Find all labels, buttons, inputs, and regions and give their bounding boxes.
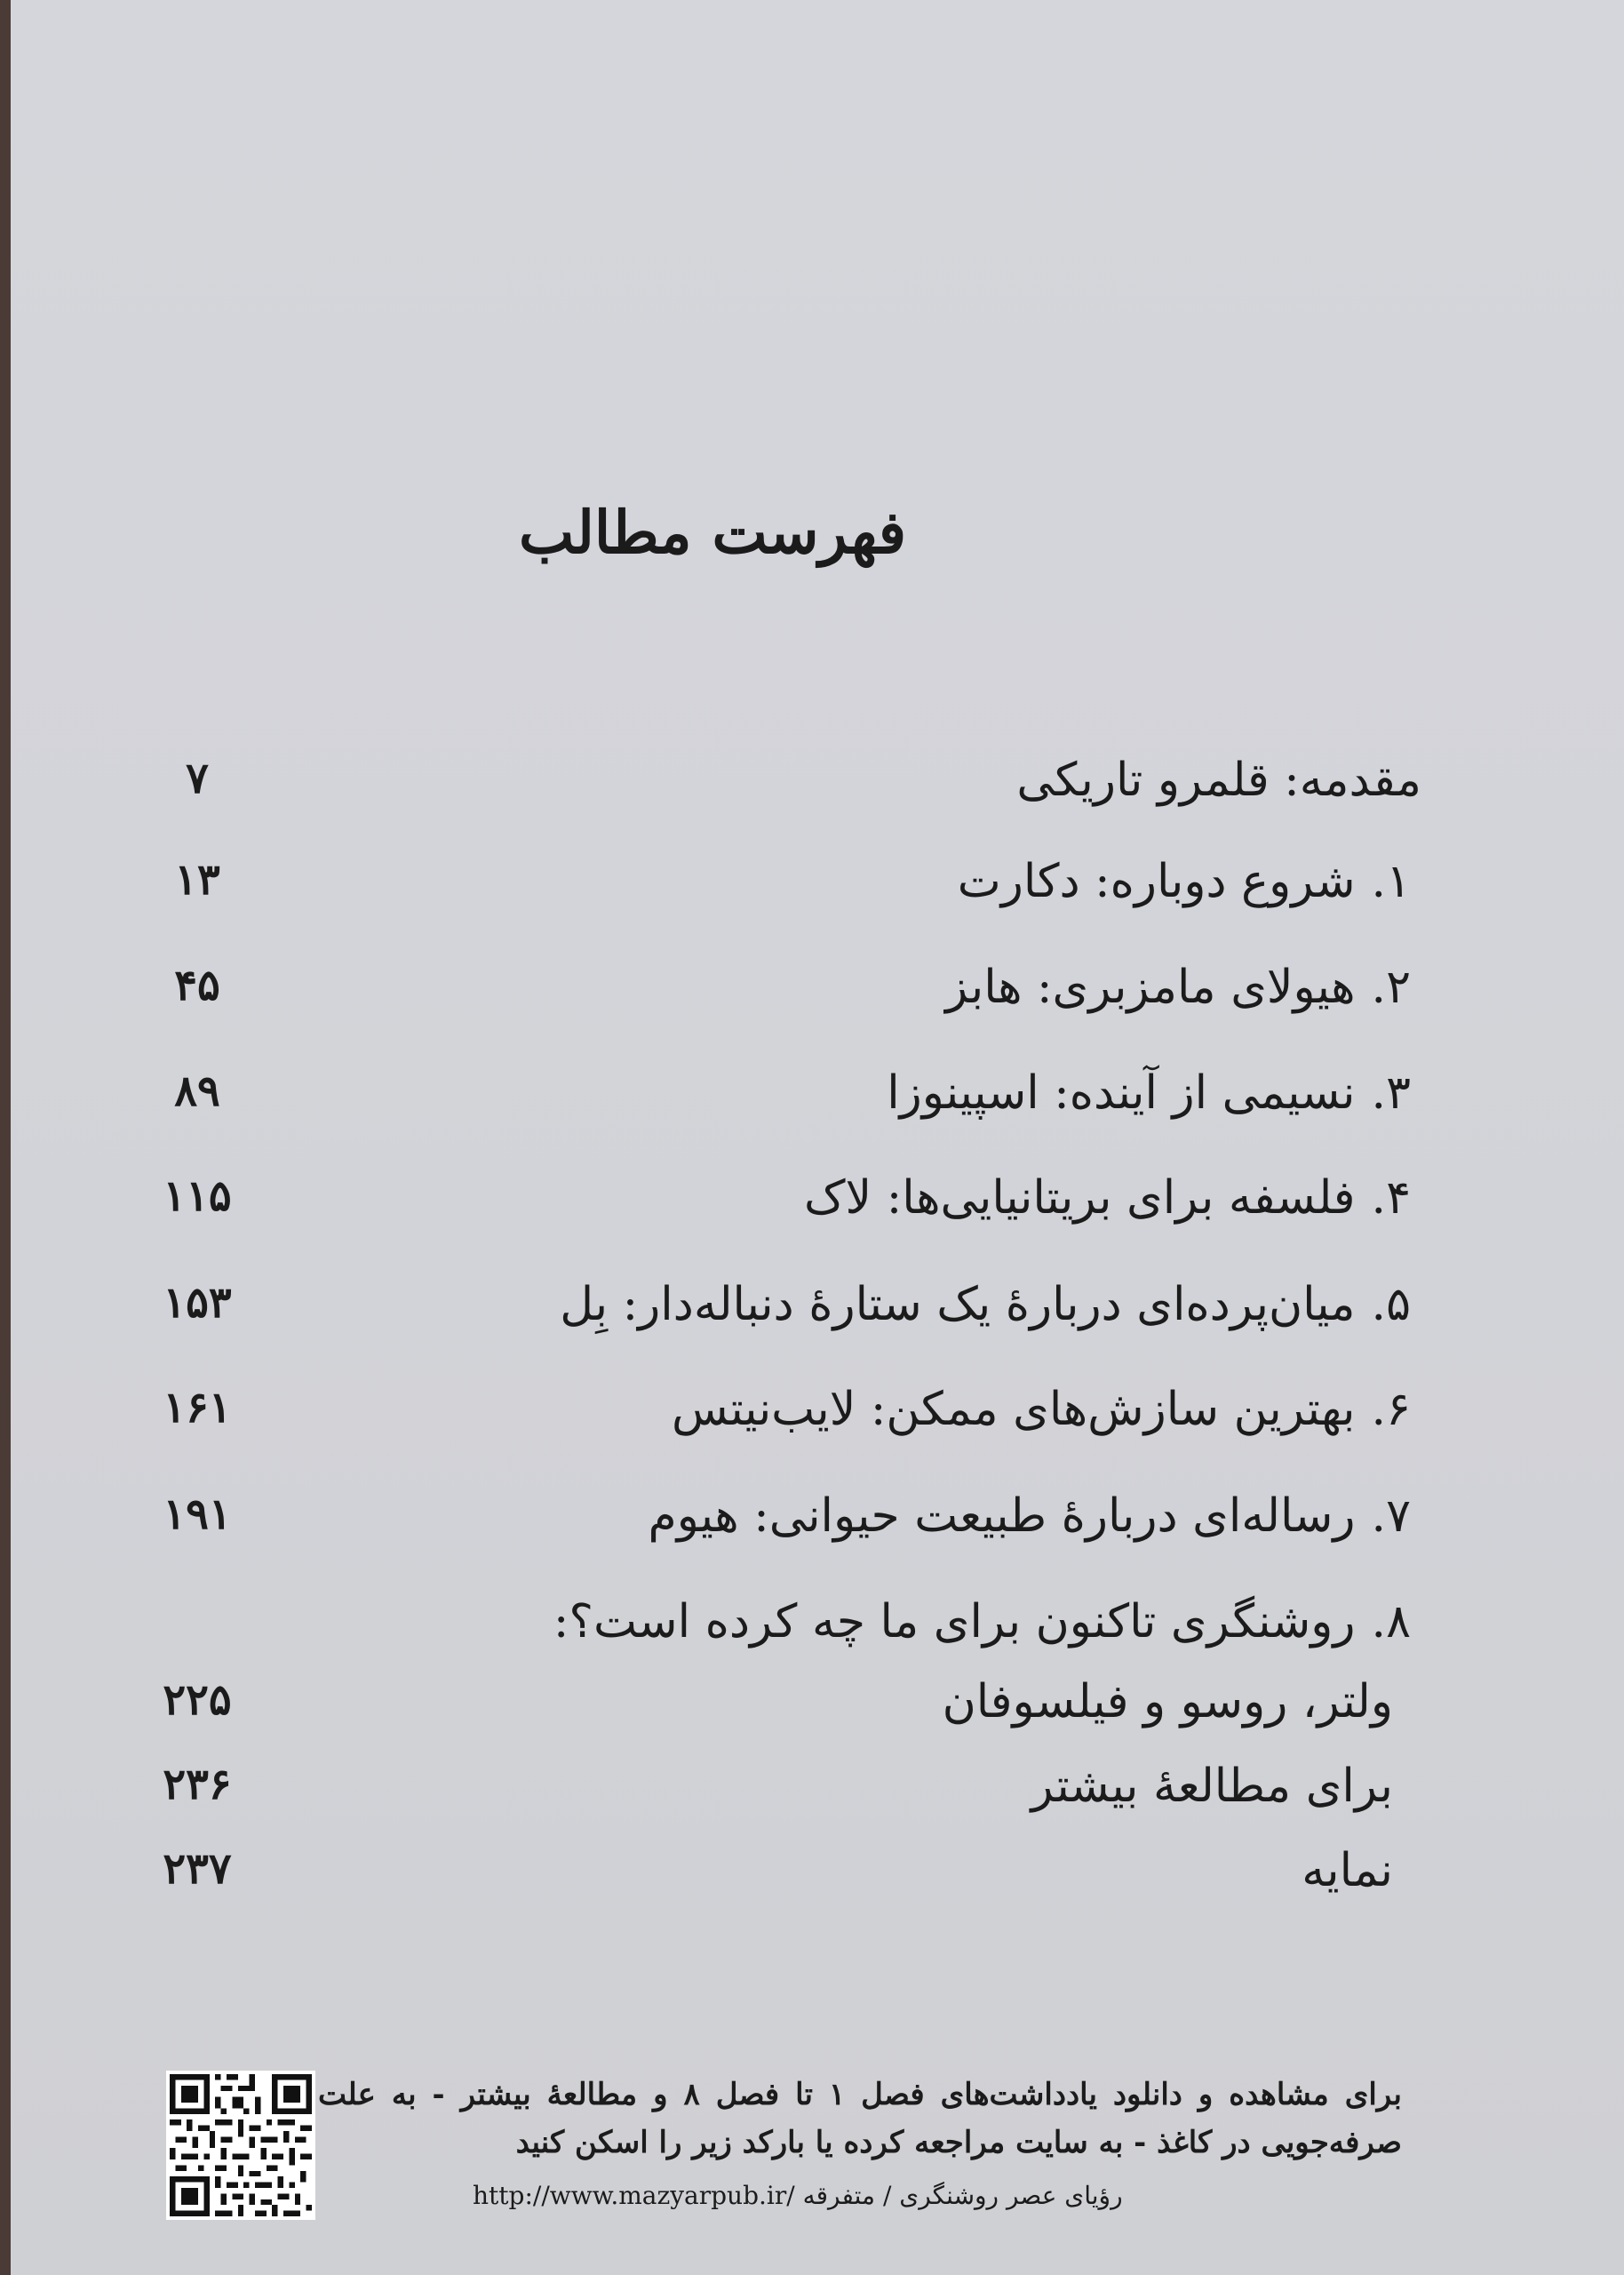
chapter-number: ۲. — [1371, 961, 1411, 1014]
chapter-title: شروع دوباره: دکارت — [957, 855, 1356, 908]
toc-further-reading — [11, 1760, 1624, 1840]
chapter-page: ۱۶۱ — [163, 1383, 232, 1433]
toc-chapter-1 — [11, 855, 1624, 935]
chapter-page: ۱۱۵ — [163, 1171, 232, 1221]
page-title: فهرست مطالب — [519, 498, 906, 567]
toc-intro-text: مقدمه: قلمرو تاریکی — [1016, 754, 1421, 807]
chapter-title: رساله‌ای دربارهٔ طبیعت حیوانی: هیوم — [648, 1489, 1356, 1543]
toc-chapter-8-continued — [11, 1675, 1624, 1755]
footer-url[interactable]: http://www.mazyarpub.ir/ — [473, 2181, 795, 2210]
toc-item-title: نمایه — [1302, 1844, 1393, 1897]
toc-chapter-7 — [11, 1489, 1624, 1569]
chapter-title: روشنگری تاکنون برای ما چه کرده است؟: — [553, 1595, 1356, 1648]
chapter-title: بهترین سازش‌های ممکن: لایب‌نیتس — [672, 1383, 1356, 1436]
chapter-title: هیولای مامزبری: هابز — [945, 961, 1356, 1014]
chapter-number: ۷. — [1371, 1489, 1411, 1543]
chapter-page: ۸۹ — [174, 1066, 220, 1116]
chapter-page: ۱۳ — [174, 855, 220, 905]
chapter-page: ۴۵ — [174, 961, 220, 1010]
chapter-page: ۱۵۳ — [163, 1278, 232, 1328]
footer-link[interactable] — [473, 2181, 1123, 2210]
toc-item-title: برای مطالعهٔ بیشتر — [1031, 1760, 1393, 1813]
chapter-number: ۱. — [1371, 855, 1411, 908]
toc-chapter-6 — [11, 1383, 1624, 1463]
toc-chapter-4 — [11, 1171, 1624, 1251]
chapter-number: ۴. — [1371, 1171, 1411, 1225]
chapter-number: ۵. — [1371, 1278, 1411, 1331]
footer-path: رؤیای عصر روشنگری / متفرقه — [802, 2181, 1123, 2210]
chapter-page: ۲۲۵ — [163, 1675, 232, 1725]
book-page — [11, 0, 1624, 2275]
chapter-subtitle: ولتر، روسو و فیلسوفان — [942, 1675, 1393, 1728]
toc-intro-page: ۷ — [186, 754, 209, 803]
toc-item-page: ۲۳۶ — [163, 1760, 232, 1809]
chapter-title: نسیمی از آینده: اسپینوزا — [887, 1066, 1356, 1120]
toc-chapter-5 — [11, 1278, 1624, 1358]
qr-code-icon[interactable] — [166, 2071, 315, 2220]
toc-chapter-8 — [11, 1595, 1624, 1675]
chapter-page: ۱۹۱ — [163, 1489, 232, 1539]
toc-intro — [11, 754, 1624, 834]
chapter-number: ۶. — [1371, 1383, 1411, 1436]
chapter-number: ۳. — [1371, 1066, 1411, 1120]
toc-item-page: ۲۳۷ — [163, 1844, 232, 1894]
chapter-number: ۸. — [1371, 1595, 1411, 1648]
footer-note: برای مشاهده و دانلود یادداشت‌های فصل ۱ تا فصل ۸ و مطالعهٔ بیشتر - به علت صرفه‌جویی در کاغذ - به سایت مراجعه کرده یا بارکد زیر را اسکن کنید — [318, 2077, 1402, 2160]
toc-chapter-3 — [11, 1066, 1624, 1146]
toc-chapter-2 — [11, 961, 1624, 1041]
toc-index — [11, 1844, 1624, 1924]
chapter-title: میان‌پرده‌ای دربارهٔ یک ستارهٔ دنباله‌دار: بِل — [560, 1278, 1356, 1331]
chapter-title: فلسفه برای بریتانیایی‌ها: لاک — [804, 1171, 1356, 1225]
